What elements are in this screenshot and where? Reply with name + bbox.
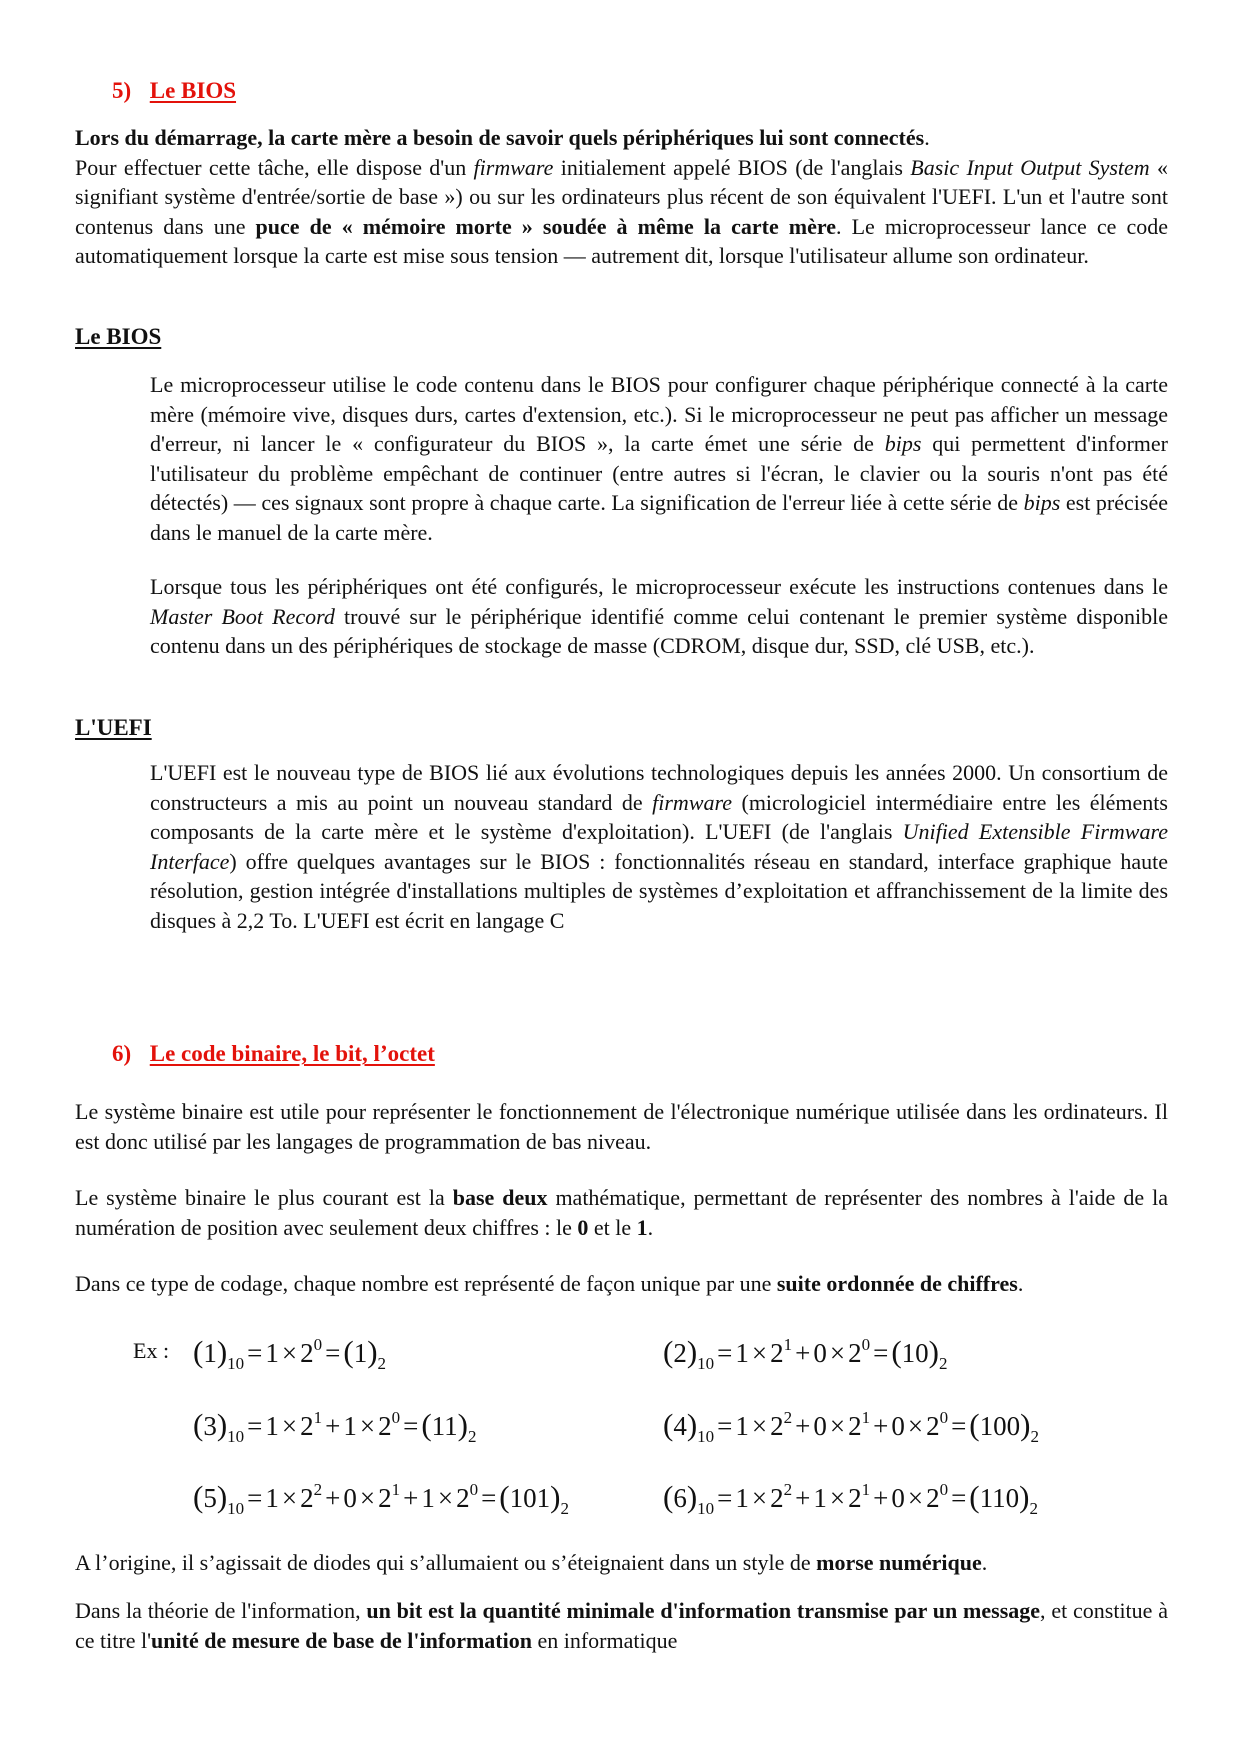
uefi-subheading: L'UEFI bbox=[75, 715, 152, 740]
bios-subheading: Le BIOS bbox=[75, 324, 162, 349]
examples-label: Ex : bbox=[133, 1338, 170, 1363]
binary-paragraph-1: Le système binaire est utile pour représenter le fonctionnement de l'électronique numérique utilisée dans les ordinateurs. Il est donc utilisé par les langages de programmation de bas niveau. bbox=[75, 1099, 1168, 1154]
bios-intro-paragraph: Lors du démarrage, la carte mère a besoin de savoir quels périphériques lui sont connectés. Pour effectuer cette tâche, elle dispose d'un firmware initialement appelé BIOS (de l'anglais Basic Input Output System « signifiant système d'entrée/sortie de base ») ou sur les ordinateurs plus récent de son équivalent l'UEFI. L'un et l'autre sont contenus dans une puce de « mémoire morte » soudée à même la carte mère. Le microprocesseur lance ce code automatiquement lorsque la carte est mise sous tension — autrement dit, lorsque l'utilisateur allume son ordinateur. bbox=[75, 125, 1168, 268]
binary-paragraph-5: Dans la théorie de l'information, un bit est la quantité minimale d'information transmise par un message, et constitue à ce titre l'unité de mesure de base de l'information en informatique bbox=[75, 1598, 1169, 1653]
section-6-heading bbox=[112, 1039, 435, 1069]
equation-1: $(1)_{10} = 1 \times 2^0 =(1)_2$ bbox=[193, 1334, 387, 1373]
equation-3: $(3)_{10} = 1 \times 2^1 + 1 \times 2^0 =(11)_2$ bbox=[193, 1407, 477, 1446]
equation-2: $(2)_{10} = 1 \times 2^1 + 0 \times 2^0 =(10)_2$ bbox=[663, 1334, 948, 1373]
uefi-paragraph: L'UEFI est le nouveau type de BIOS lié aux évolutions technologiques depuis les années 2000. Un consortium de constructeurs a mis au point un nouveau standard de firmware (micrologiciel intermédiaire entre les éléments composants de la carte mère et le système d'exploitation). L'UEFI (de l'anglais Unified Extensible Firmware Interface) offre quelques avantages sur le BIOS : fonctionnalités réseau en standard, interface graphique haute résolution, gestion intégrée d'installations multiples de systèmes d’exploitation et affranchissement de la limite des disques à 2,2 To. L'UEFI est écrit en langage C bbox=[150, 760, 1168, 933]
bios-paragraph-2: Lorsque tous les périphériques ont été configurés, le microprocesseur exécute les instructions contenues dans le Master Boot Record trouvé sur le périphérique identifié comme celui contenant le premier système disponible contenu dans un des périphériques de stockage de masse (CDROM, disque dur, SSD, clé USB, etc.). bbox=[150, 574, 1169, 658]
section-5-number: 5) bbox=[112, 78, 132, 103]
intro-bold-sentence: Lors du démarrage, la carte mère a besoin de savoir quels périphériques lui sont connectés bbox=[75, 125, 925, 150]
binary-paragraph-2: Le système binaire le plus courant est la base deux mathématique, permettant de représenter des nombres à l'aide de la numération de position avec seulement deux chiffres : le 0 et le 1. bbox=[75, 1185, 1169, 1240]
binary-paragraph-4: A l’origine, il s’agissait de diodes qui s’allumaient ou s’éteignaient dans un style de morse numérique. bbox=[75, 1550, 988, 1575]
section-5-heading bbox=[112, 76, 236, 106]
rom-chip-bold: puce de « mémoire morte » soudée à même la carte mère bbox=[255, 213, 837, 239]
bios-paragraph-1: Le microprocesseur utilise le code contenu dans le BIOS pour configurer chaque périphérique connecté à la carte mère (mémoire vive, disques durs, cartes d'extension, etc.). Si le microprocesseur ne peut pas afficher un message d'erreur, ni lancer le « configurateur du BIOS », la carte émet une série de bips qui permettent d'informer l'utilisateur du problème empêchant de continuer (entre autres si l'écran, le clavier ou la souris n'ont pas été détectés) — ces signaux sont propre à chaque carte. La signification de l'erreur liée à cette série de bips est précisée dans le manuel de la carte mère. bbox=[150, 372, 1168, 545]
equation-5: $(5)_{10} = 1 \times 2^2 + 0 \times 2^1 + 1 \times 2^0 =(101)_2$ bbox=[193, 1479, 569, 1518]
equation-6: $(6)_{10} = 1 \times 2^2 + 1 \times 2^1 + 0 \times 2^0 =(110)_2$ bbox=[663, 1479, 1038, 1518]
section-6-title: Le code binaire, le bit, l’octet bbox=[149, 1041, 435, 1066]
section-5-title: Le BIOS bbox=[149, 78, 237, 103]
section-6-number: 6) bbox=[112, 1041, 132, 1066]
equation-4: $(4)_{10} = 1 \times 2^2 + 0 \times 2^1 + 0 \times 2^0 =(100)_2$ bbox=[663, 1407, 1039, 1446]
binary-paragraph-3: Dans ce type de codage, chaque nombre est représenté de façon unique par une suite ordonnée de chiffres. bbox=[75, 1271, 1024, 1296]
